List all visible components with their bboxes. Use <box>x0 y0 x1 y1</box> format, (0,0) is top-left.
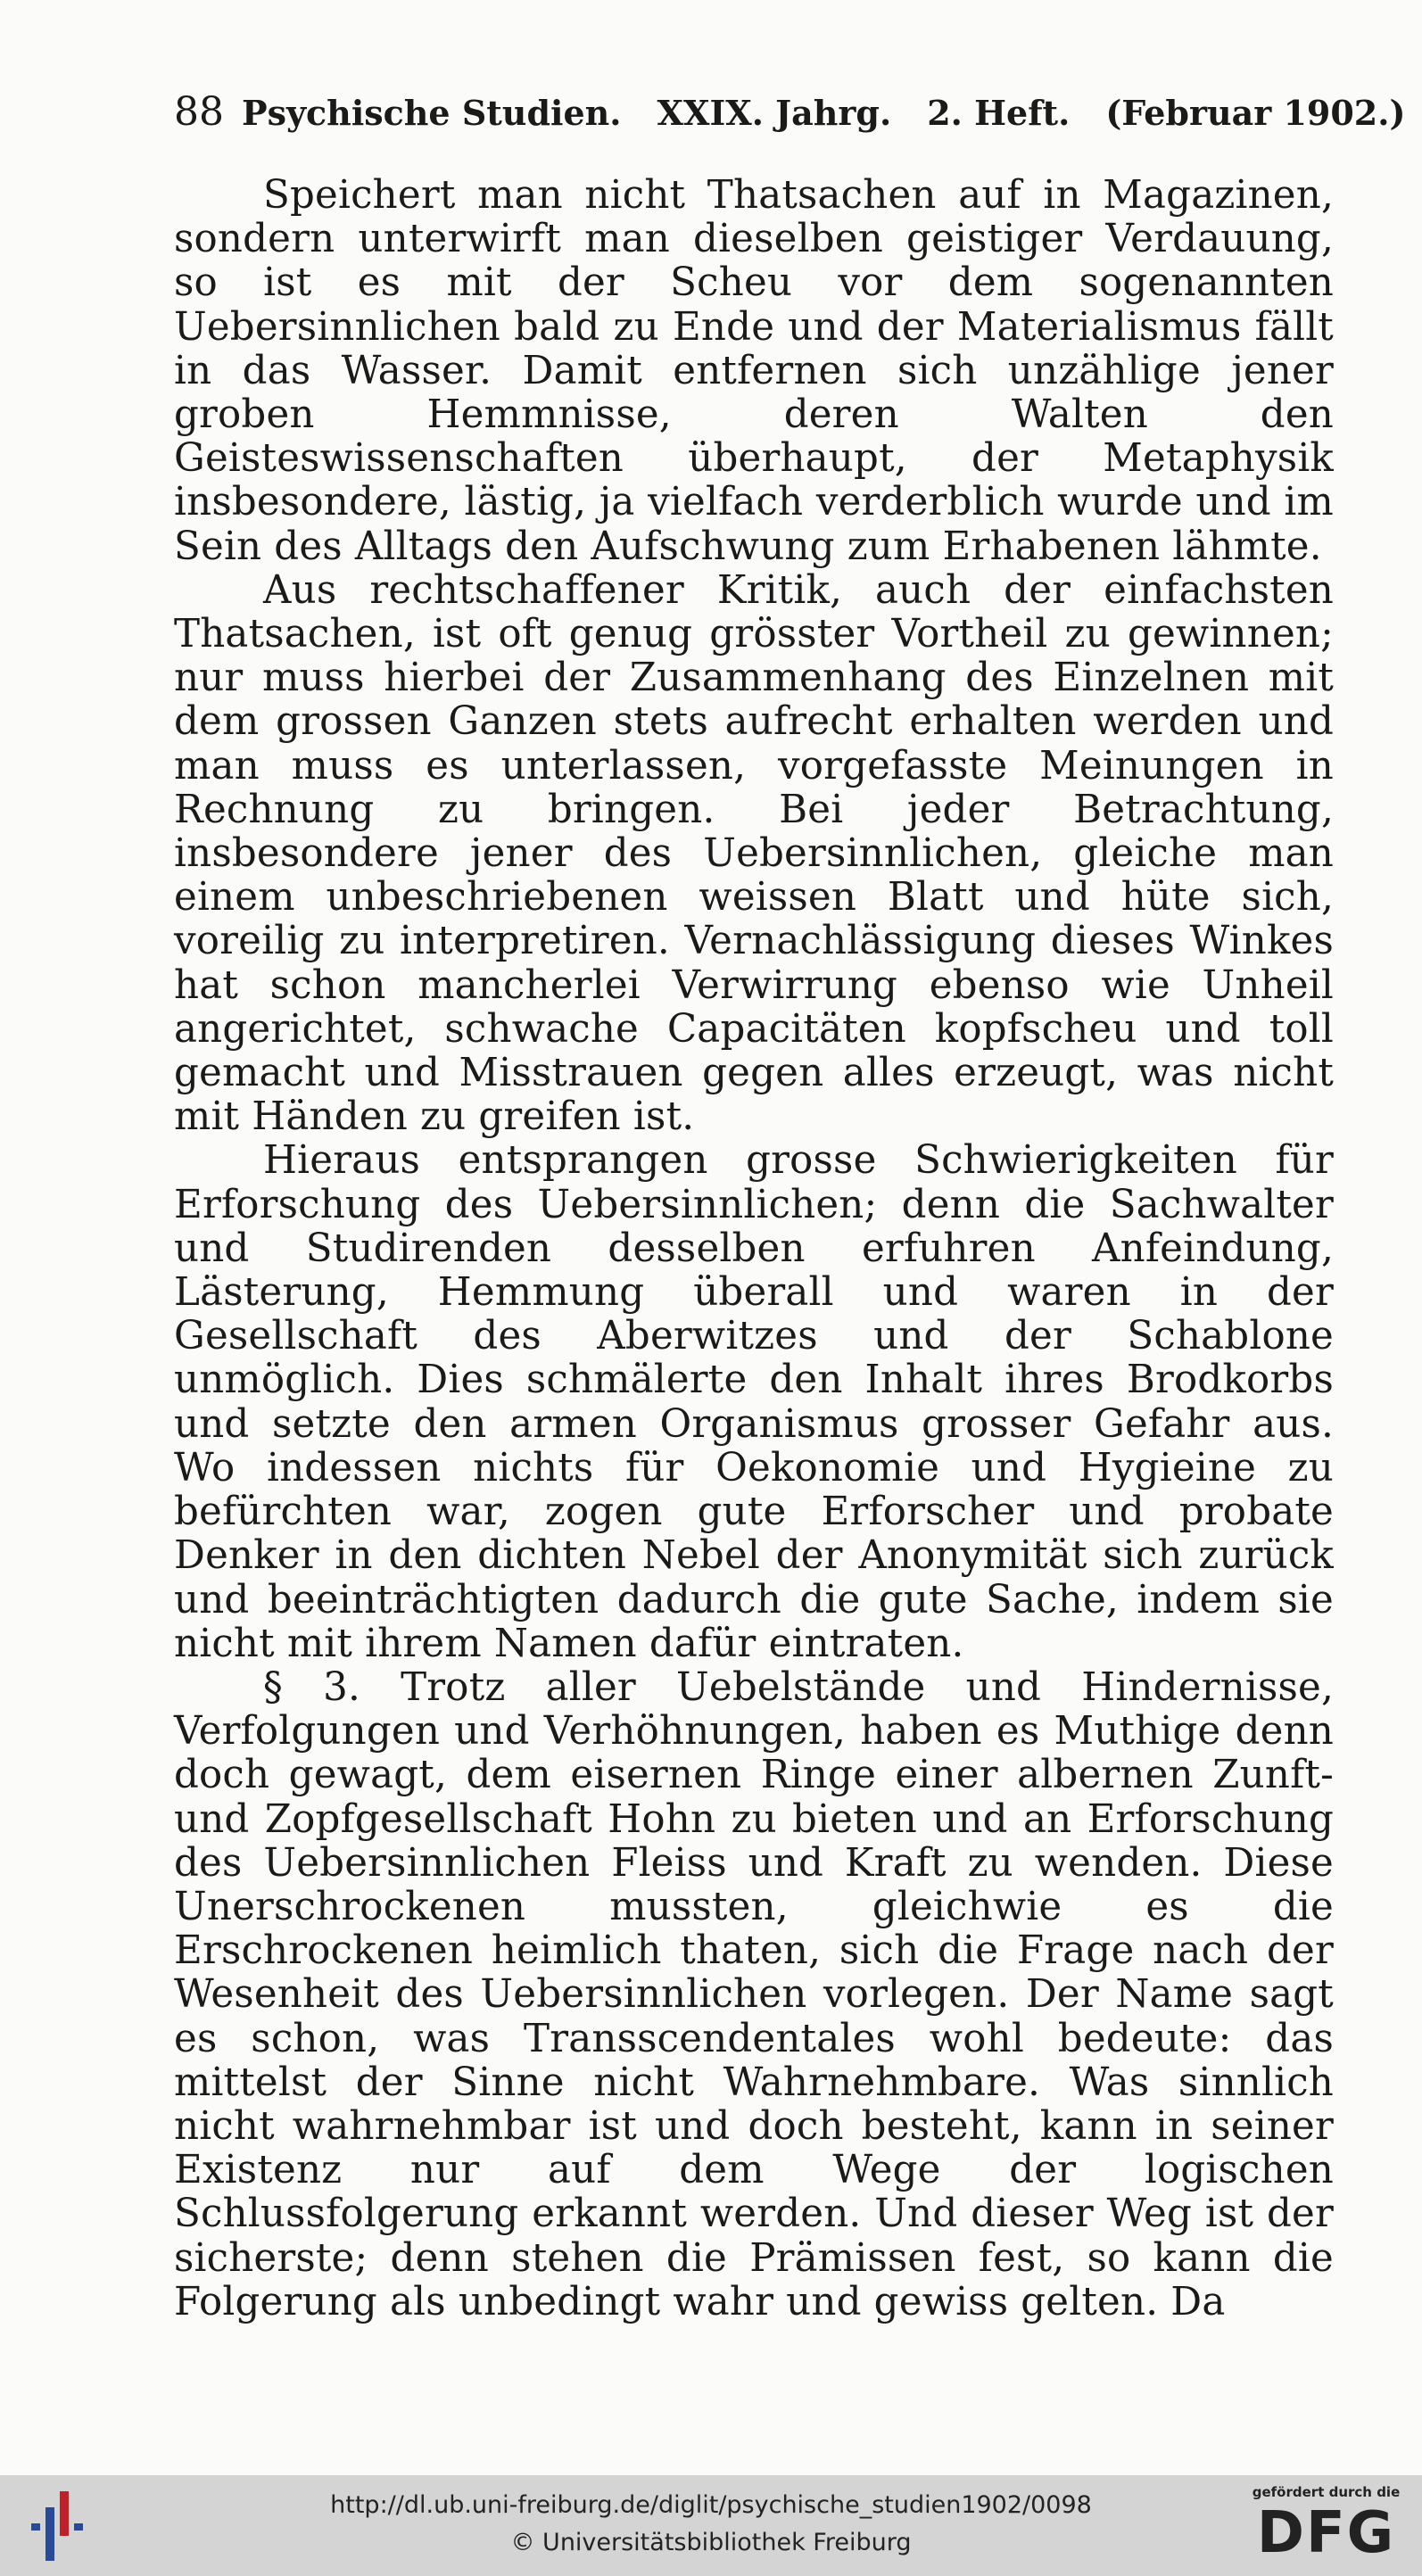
dfg-logo: DFG <box>1256 2500 1396 2566</box>
volume-label: XXIX. Jahrg. <box>657 93 892 133</box>
issue-date: (Februar 1902.) <box>1105 93 1406 133</box>
journal-title: Psychische Studien. <box>242 93 622 133</box>
body-text <box>174 174 1334 2324</box>
paragraph: Hieraus entsprangen grosse Schwierigkeiten für Erforschung des Uebersinnlichen; denn die Sachwalter und Studirenden desselben erfuhren Anfeindung, Lästerung, Hemmung überall und waren in der Gesellschaft des Aberwitzes und der Schablone unmöglich. Dies schmälerte den Inhalt ihres Brodkorbs und setzte den armen Organismus grosser Gefahr aus. Wo indessen nichts für Oekonomie und Hygieine zu befürchten war, zogen gute Erforscher und probate Denker in den dichten Nebel der Anonymität sich zurück und beeinträchtigten dadurch die gute Sache, indem sie nicht mit ihrem Namen dafür eintraten. <box>174 1138 1334 1666</box>
permalink-url[interactable]: http://dl.ub.uni-freiburg.de/diglit/psychische_studien1902/0098 <box>330 2491 1092 2519</box>
copyright-notice: © Universitätsbibliothek Freiburg <box>510 2529 912 2556</box>
viewer-footer <box>0 2475 1422 2576</box>
page-number: 88 <box>174 89 224 135</box>
sponsor-label: gefördert durch die <box>1252 2484 1401 2500</box>
paragraph: § 3. Trotz aller Uebelstände und Hindernisse, Verfolgungen und Verhöhnungen, haben es Muthige denn doch gewagt, dem eisernen Ringe einer albernen Zunft- und Zopfgesellschaft Hohn zu bieten und an Erforschung des Uebersinnlichen Fleiss und Kraft zu wenden. Diese Unerschrockenen mussten, gleichwie es die Erschrockenen heimlich thaten, sich die Frage nach der Wesenheit des Uebersinnlichen vorlegen. Der Name sagt es schon, was Transscendentales wohl bedeute: das mittelst der Sinne nicht Wahrnehmbare. Was sinnlich nicht wahrnehmbar ist und doch besteht, kann in seiner Existenz nur auf dem Wege der logischen Schlussfolgerung erkannt werden. Und dieser Weg ist der sicherste; denn stehen die Prämissen fest, so kann die Folgerung als unbedingt wahr und gewiss gelten. Da <box>174 1664 1334 2324</box>
paragraph: Speichert man nicht Thatsachen auf in Magazinen, sondern unterwirft man dieselben geistiger Verdauung, so ist es mit der Scheu vor dem sogenannten Uebersinnlichen bald zu Ende und der Materialismus fällt in das Wasser. Damit entfernen sich unzählige jener groben Hemmnisse, deren Walten den Geisteswissenschaften überhaupt, der Metaphysik insbesondere, lästig, ja vielfach verderblich wurde und im Sein des Alltags den Aufschwung zum Erhabenen lähmte. <box>174 173 1334 569</box>
issue-label: 2. Heft. <box>927 93 1071 133</box>
paragraph: Aus rechtschaffener Kritik, auch der einfachsten Thatsachen, ist oft genug grösster Vortheil zu gewinnen; nur muss hierbei der Zusammenhang des Einzelnen mit dem grossen Ganzen stets aufrecht erhalten werden und man muss es unterlassen, vorgefasste Meinungen in Rechnung zu bringen. Bei jeder Betrachtung, insbesondere jener des Uebersinnlichen, gleiche man einem unbeschriebenen weissen Blatt und hüte sich, voreilig zu interpretiren. Vernachlässigung dieses Winkes hat schon mancherlei Verwirrung ebenso wie Unheil angerichtet, schwache Capacitäten kopfscheu und toll gemacht und Misstrauen gegen alles erzeugt, was nicht mit Händen zu greifen ist. <box>174 567 1334 1140</box>
running-header <box>174 89 1406 143</box>
